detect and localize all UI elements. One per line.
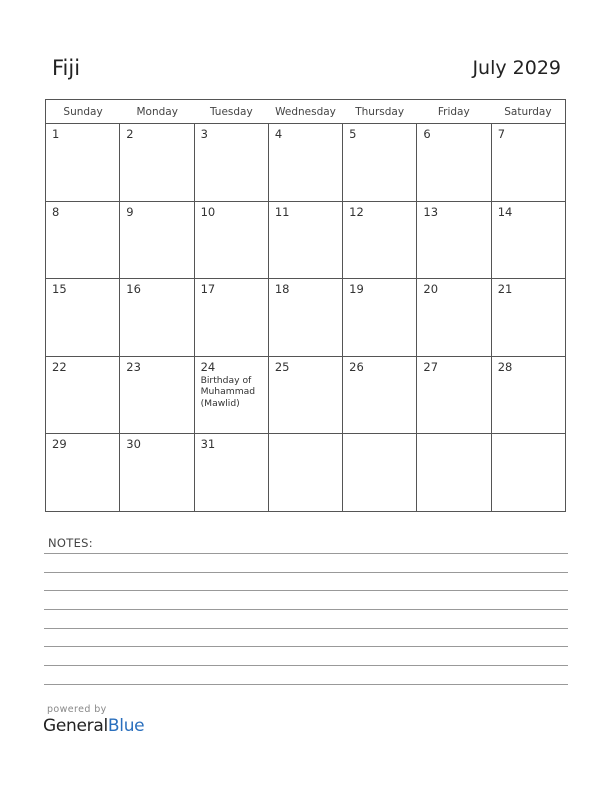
weeks-container — [46, 124, 565, 512]
day-cell — [492, 357, 565, 434]
weekday-label-saturday: Saturday — [504, 106, 552, 118]
day-number: 5 — [349, 127, 357, 141]
day-cell — [195, 434, 269, 512]
day-number: 28 — [497, 359, 513, 374]
day-cell — [120, 434, 194, 512]
day-number: 26 — [349, 359, 364, 374]
day-cell — [195, 202, 269, 279]
week-row — [46, 279, 565, 357]
day-cell — [343, 279, 417, 356]
day-cell — [195, 279, 269, 356]
day-cell — [120, 124, 194, 201]
day-number: 8 — [52, 204, 60, 219]
day-number: 21 — [497, 282, 513, 297]
day-cell — [195, 124, 269, 201]
day-cell — [46, 124, 120, 201]
day-number: 15 — [52, 282, 67, 297]
day-number: 25 — [274, 359, 290, 374]
day-cell — [46, 434, 120, 512]
day-cell — [120, 202, 194, 279]
day-number: 18 — [274, 282, 290, 297]
day-cell — [492, 434, 565, 512]
day-number: 9 — [126, 204, 134, 219]
day-number: 1 — [52, 127, 60, 141]
day-cell — [492, 124, 565, 201]
day-cell — [46, 357, 120, 434]
day-cell — [417, 434, 491, 512]
weekday-label-wednesday: Wednesday — [275, 106, 336, 118]
day-number: 27 — [423, 359, 439, 374]
day-number: 17 — [200, 282, 216, 297]
day-cell — [417, 357, 491, 434]
day-number: 23 — [126, 359, 141, 374]
month-year-title: July 2029 — [472, 57, 561, 79]
brand-blue-text: Blue — [107, 716, 145, 736]
note-line — [44, 572, 568, 573]
note-line — [44, 646, 568, 647]
day-cell — [343, 357, 417, 434]
day-cell — [120, 357, 194, 434]
day-cell — [269, 279, 343, 356]
day-cell — [120, 279, 194, 356]
day-cell — [492, 279, 565, 356]
day-cell — [269, 434, 343, 512]
day-cell — [46, 279, 120, 356]
day-cell — [269, 124, 343, 201]
day-cell — [343, 124, 417, 201]
day-number: 13 — [423, 204, 439, 219]
day-number: 11 — [274, 204, 290, 219]
day-cell — [343, 434, 417, 512]
day-cell — [492, 202, 565, 279]
day-number: 3 — [200, 127, 208, 141]
week-row — [46, 357, 565, 435]
day-cell — [343, 202, 417, 279]
week-row — [46, 202, 565, 280]
weekday-label-thursday: Thursday — [355, 106, 405, 118]
weekday-label-friday: Friday — [437, 106, 470, 118]
day-cell — [417, 202, 491, 279]
day-cell — [46, 202, 120, 279]
holiday-event: Birthday of Muhammad (Mawlid) — [200, 374, 256, 409]
day-number: 29 — [52, 437, 67, 452]
day-cell — [417, 279, 491, 356]
day-number: 10 — [200, 204, 216, 219]
note-line — [44, 590, 568, 591]
brand-general-text: General — [43, 716, 108, 736]
day-number: 20 — [423, 282, 439, 297]
notes-label: NOTES: — [48, 536, 93, 550]
powered-by-text: powered by — [47, 704, 107, 715]
day-number: 24 — [200, 359, 216, 374]
note-line — [44, 609, 568, 610]
day-number: 2 — [126, 127, 134, 141]
day-cell — [195, 357, 269, 434]
brand-logo — [43, 716, 144, 736]
day-number: 4 — [274, 127, 283, 141]
day-cell — [269, 202, 343, 279]
note-line — [44, 684, 568, 685]
day-number: 30 — [126, 437, 141, 452]
weekday-label-tuesday: Tuesday — [209, 106, 253, 118]
weekday-label-sunday: Sunday — [63, 106, 103, 118]
weekday-label-monday: Monday — [136, 106, 178, 118]
day-number: 6 — [423, 127, 431, 141]
day-number: 19 — [349, 282, 364, 297]
week-row — [46, 124, 565, 202]
day-number: 12 — [349, 204, 364, 219]
day-number: 14 — [497, 204, 513, 219]
day-number: 22 — [52, 359, 67, 374]
note-line — [44, 665, 568, 666]
day-number: 7 — [497, 127, 506, 141]
calendar-grid — [45, 99, 566, 512]
weekday-header-row — [46, 100, 565, 124]
country-title: Fiji — [52, 56, 81, 80]
week-row — [46, 434, 565, 512]
day-number: 31 — [200, 437, 216, 452]
day-cell — [269, 357, 343, 434]
note-line — [44, 553, 568, 554]
note-line — [44, 628, 568, 629]
day-number: 16 — [126, 282, 141, 297]
day-cell — [417, 124, 491, 201]
